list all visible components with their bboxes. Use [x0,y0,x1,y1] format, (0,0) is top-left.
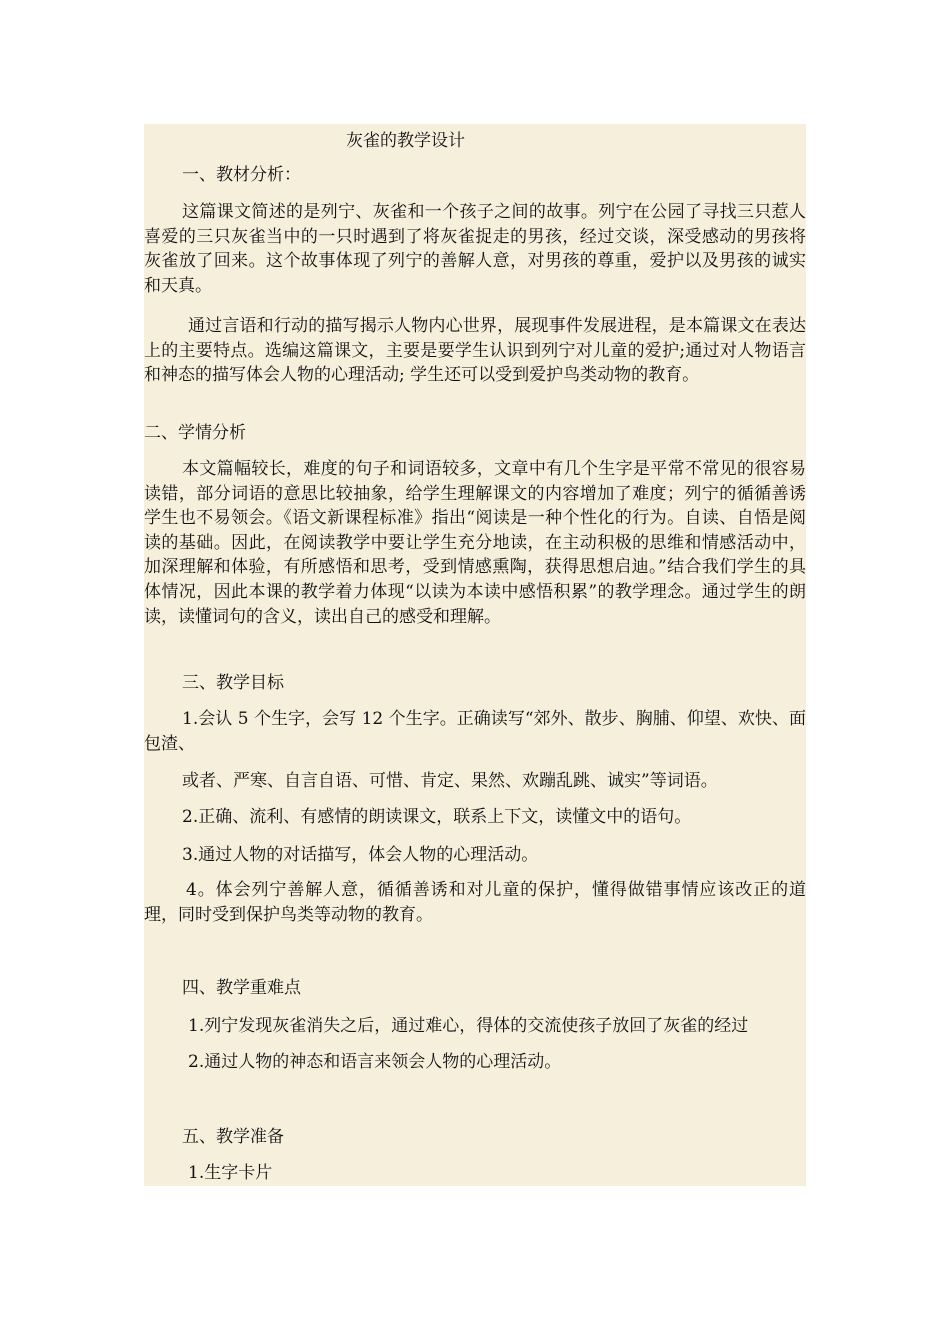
preparation-item-1: 1.生字卡片 [188,1163,273,1183]
goal-item-1-continued: 或者、严寒、自言自语、可惜、肯定、果然、欢蹦乱跳、诚实”等词语。 [182,771,718,791]
key-point-2: 2.通过人物的神态和语言来领会人物的心理活动。 [188,1052,562,1072]
section-heading-preparation: 五、教学准备 [182,1127,284,1147]
learners-paragraph: 本文篇幅较长，难度的句子和词语较多，文章中有几个生字是平常不常见的很容易读错，部分词语的意思比较抽象，给学生理解课文的内容增加了难度；列宁的循循善诱学生也不易领会。《语文新课程标准》指出“阅读是一种个性化的行为。自读、自悟是阅读的基础。因此，在阅读教学中要让学生充分地读，在主动积极的思维和情感活动中，加深理解和体验，有所感悟和思考，受到情感熏陶，获得思想启迪。”结合我们学生的具体情况，因此本课的教学着力体现“以读为本读中感悟积累”的教学理念。通过学生的朗读，读懂词句的含义，读出自己的感受和理解。 [144,459,806,627]
goal-item-1: 1.会认 5 个生字，会写 12 个生字。正确读写“郊外、散步、胸脯、仰望、欢快、面包渣、 [144,709,806,754]
section-heading-key-points: 四、教学重难点 [182,978,301,998]
goal-item-4: 4。体会列宁善解人意，循循善诱和对儿童的保护，懂得做错事情应该改正的道理，同时受到保护鸟类等动物的教育。 [144,880,806,925]
goal-item-3: 3.通过人物的对话描写，体会人物的心理活动。 [182,845,539,865]
section-heading-learners: 二、学情分析 [144,423,246,443]
key-point-1: 1.列宁发现灰雀消失之后，通过难心，得体的交流使孩子放回了灰雀的经过 [188,1016,749,1036]
section-heading-analysis: 一、教材分析： [182,165,301,185]
section-heading-goals: 三、教学目标 [182,673,284,693]
analysis-paragraph-2: 通过言语和行动的描写揭示人物内心世界，展现事件发展进程，是本篇课文在表达上的主要特点。选编这篇课文，主要是要学生认识到列宁对儿童的爱护;通过对人物语言和神态的描写体会人物的心理活动; 学生还可以受到爱护鸟类动物的教育。 [144,316,806,386]
analysis-paragraph-1: 这篇课文简述的是列宁、灰雀和一个孩子之间的故事。列宁在公园了寻找三只惹人喜爱的三只灰雀当中的一只时遇到了将灰雀捉走的男孩，经过交谈，深受感动的男孩将灰雀放了回来。这个故事体现了列宁的善解人意，对男孩的尊重，爱护以及男孩的诚实和天真。 [144,202,806,296]
document-title: 灰雀的教学设计 [346,131,465,151]
document-page [144,124,806,1186]
goal-item-2: 2.正确、流利、有感情的朗读课文，联系上下文，读懂文中的语句。 [182,807,692,827]
